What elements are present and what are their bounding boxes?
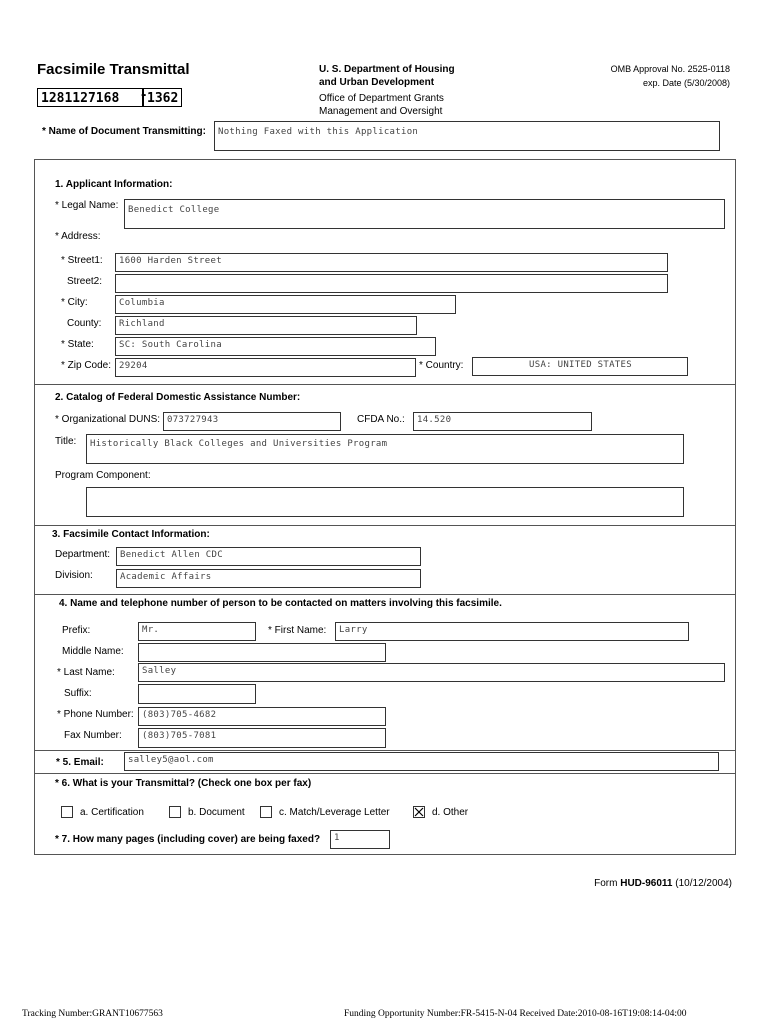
program-component-label: Program Component: [55, 470, 151, 481]
duns-label: * Organizational DUNS: [55, 414, 161, 425]
last-name-label: * Last Name: [57, 667, 115, 678]
check-x-icon [414, 807, 424, 817]
suffix-field[interactable] [138, 684, 256, 704]
legal-name-label: * Legal Name: [55, 200, 119, 211]
tracking-id-separator: - [141, 86, 147, 103]
omb-approval: OMB Approval No. 2525-0118 [610, 64, 730, 74]
county-label: County: [67, 318, 102, 329]
tracking-id-part2: 1362 [143, 88, 182, 107]
section-1-heading: 1. Applicant Information: [55, 179, 173, 190]
funding-opportunity: Funding Opportunity Number:FR-5415-N-04 Received Date:2010-08-16T19:08:14-04:00 [344, 1009, 687, 1019]
country-select[interactable]: USA: UNITED STATES [472, 357, 688, 376]
address-label: * Address: [55, 231, 101, 242]
county-field[interactable]: Richland [115, 316, 417, 335]
section-2-heading: 2. Catalog of Federal Domestic Assistance Number: [55, 392, 301, 403]
legal-name-field[interactable]: Benedict College [124, 199, 725, 229]
country-label: * Country: [419, 360, 464, 371]
title-field[interactable]: Historically Black Colleges and Universities Program [86, 434, 684, 464]
state-select[interactable]: SC: South Carolina [115, 337, 436, 356]
street2-label: Street2: [67, 276, 103, 287]
match-leverage-checkbox[interactable] [260, 806, 272, 818]
form-number-prefix: Form [594, 878, 621, 889]
first-name-field[interactable]: Larry [335, 622, 689, 641]
suffix-label: Suffix: [64, 688, 92, 699]
phone-number-field[interactable]: (803)705-4682 [138, 707, 386, 726]
prefix-label: Prefix: [62, 625, 91, 636]
city-label: * City: [61, 297, 88, 308]
match-leverage-label: c. Match/Leverage Letter [279, 807, 390, 818]
street1-label: * Street1: [61, 255, 103, 266]
zip-code-label: * Zip Code: [61, 360, 112, 371]
email-field[interactable]: salley5@aol.com [124, 752, 719, 771]
last-name-field[interactable]: Salley [138, 663, 725, 682]
section-3-heading: 3. Facsimile Contact Information: [52, 529, 210, 540]
department-name-line1: U. S. Department of Housing [319, 64, 455, 75]
fax-number-field[interactable]: (803)705-7081 [138, 728, 386, 748]
department-label: Department: [55, 549, 111, 560]
document-checkbox[interactable] [169, 806, 181, 818]
middle-name-field[interactable] [138, 643, 386, 662]
program-component-field[interactable] [86, 487, 684, 517]
duns-field[interactable]: 073727943 [163, 412, 341, 431]
form-number-date: (10/12/2004) [672, 878, 732, 889]
email-label: * 5. Email: [56, 757, 104, 768]
section-4-heading: 4. Name and telephone number of person to be contacted on matters involving this facsimile. [59, 598, 502, 609]
office-name-line2: Management and Oversight [319, 106, 443, 117]
section-6-heading: * 6. What is your Transmittal? (Check one box per fax) [55, 778, 312, 789]
certification-checkbox[interactable] [61, 806, 73, 818]
pages-faxed-field[interactable]: 1 [330, 830, 390, 849]
cfda-label: CFDA No.: [357, 414, 405, 425]
division-field[interactable]: Academic Affairs [116, 569, 421, 588]
fax-number-label: Fax Number: [64, 730, 122, 741]
office-name-line1: Office of Department Grants [319, 93, 444, 104]
document-name-label: * Name of Document Transmitting: [42, 126, 206, 137]
other-label: d. Other [432, 807, 469, 818]
street2-field[interactable] [115, 274, 668, 293]
expiration-date: exp. Date (5/30/2008) [642, 78, 730, 88]
state-label: * State: [61, 339, 94, 350]
department-field[interactable]: Benedict Allen CDC [116, 547, 421, 566]
phone-number-label: * Phone Number: [57, 709, 134, 720]
tracking-number: Tracking Number:GRANT10677563 [22, 1009, 163, 1019]
tracking-id-part1: 1281127168 [37, 88, 143, 107]
title-label: Title: [55, 436, 77, 447]
form-number-id: HUD-96011 [620, 878, 673, 889]
zip-code-field[interactable]: 29204 [115, 358, 416, 377]
other-checkbox[interactable] [413, 806, 425, 818]
pages-faxed-label: * 7. How many pages (including cover) are being faxed? [55, 834, 321, 845]
prefix-field[interactable]: Mr. [138, 622, 256, 641]
form-title: Facsimile Transmittal [37, 61, 190, 78]
document-label: b. Document [188, 807, 245, 818]
middle-name-label: Middle Name: [62, 646, 124, 657]
certification-label: a. Certification [80, 807, 144, 818]
division-label: Division: [55, 570, 93, 581]
cfda-field[interactable]: 14.520 [413, 412, 592, 431]
document-name-field[interactable]: Nothing Faxed with this Application [214, 121, 720, 151]
city-field[interactable]: Columbia [115, 295, 456, 314]
street1-field[interactable]: 1600 Harden Street [115, 253, 668, 272]
form-number [594, 878, 732, 889]
department-name-line2: and Urban Development [319, 77, 435, 88]
first-name-label: * First Name: [268, 625, 327, 636]
